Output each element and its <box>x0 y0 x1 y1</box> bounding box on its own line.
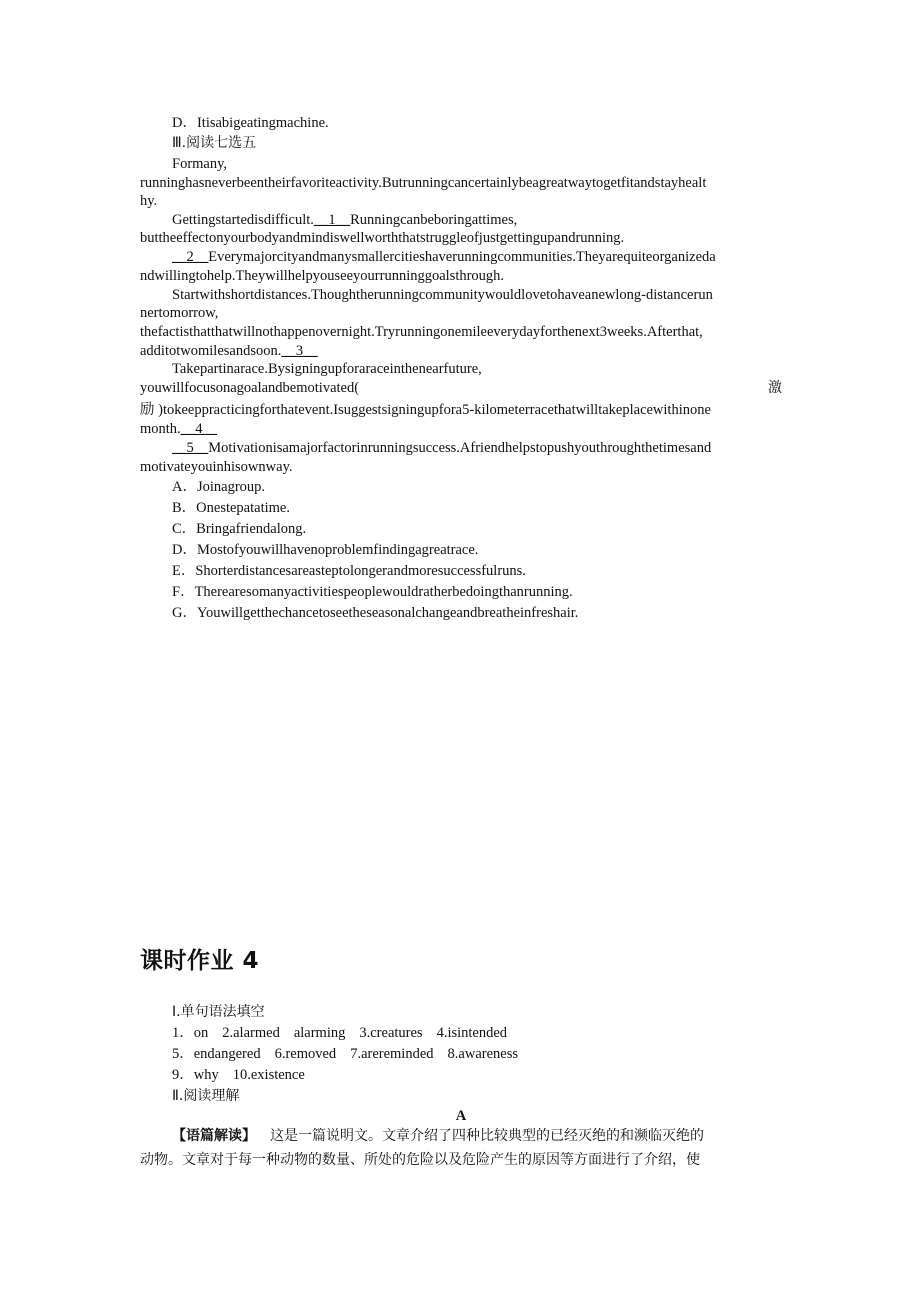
section-1-title: Ⅰ.单句语法填空 <box>172 1004 265 1020</box>
answers-row-3 <box>172 1066 782 1085</box>
paragraph-4-text: additotwomilesandsoon. <box>140 343 282 359</box>
answer-item: 5．endangered <box>172 1046 261 1062</box>
answers-row-2 <box>172 1045 782 1064</box>
answer-item: 7.arereminded <box>350 1046 434 1062</box>
option-c: C．Bringafriendalong. <box>172 521 307 537</box>
blank-4: __4__ <box>180 421 217 437</box>
answers-row-1 <box>172 1024 782 1043</box>
analysis-label: 【语篇解读】 <box>172 1128 256 1144</box>
paragraph-4-line-1: Startwithshortdistances.Thoughtherunningcommunitywouldlovetohaveanewlong-distancerun <box>172 287 713 303</box>
option-b: B．Onestepatatime. <box>172 500 290 516</box>
option-e: E．Shorterdistancesareasteptolongerandmoresuccessfulruns. <box>172 563 526 579</box>
blank-1: __1__ <box>313 212 351 228</box>
paragraph-2-text-a: Gettingstartedisdifficult. <box>172 212 314 228</box>
paragraph-3-line-2: ndwillingtohelp.Theywillhelpyouseeyourrunninggoalsthrough. <box>140 268 505 284</box>
paragraph-4-line-3: thefactisthatthatwillnothappenovernight.Tryrunningonemileeverydayforthenext3weeks.Afterthat, <box>140 324 703 340</box>
paragraph-3-text: Everymajorcityandmanysmallercitieshaverunningcommunities.Theyarequiteorganizeda <box>208 249 716 265</box>
analysis-line-1 <box>172 1127 782 1146</box>
answer-item: 9．why <box>172 1067 219 1083</box>
answer-item: 8.awareness <box>447 1046 518 1062</box>
blank-5: __5__ <box>172 440 209 456</box>
paragraph-5-line-1: Takepartinarace.Bysigningupforaraceinthenearfuture, <box>172 361 482 377</box>
paragraph-5-text-b: 激 <box>768 380 782 396</box>
answer-item: 10.existence <box>232 1067 305 1083</box>
section-2-title: Ⅱ.阅读理解 <box>172 1088 240 1104</box>
section-3-title: Ⅲ.阅读七选五 <box>172 135 257 151</box>
paragraph-4-line-2: nertomorrow, <box>140 305 219 321</box>
paragraph-2-line-2: buttheeffectonyourbodyandmindiswellworththatstruggleofjustgettingupandrunning. <box>140 230 625 246</box>
option-d-previous: D．Itisabigeatingmachine. <box>172 115 329 131</box>
paragraph-4-line-4 <box>140 342 782 361</box>
paragraph-6-text: Motivationisamajorfactorinrunningsuccess.Afriendhelpstopushyouthroughthetimesand <box>208 440 712 456</box>
paragraph-1-line-1: Formany, <box>172 156 228 172</box>
paragraph-5-line-3: 励 )tokeeppracticingforthatevent.Isuggestsigningupfora5-kilometerracethatwilltakeplacewithinone <box>140 402 711 418</box>
option-g: G．Youwillgetthechancetoseetheseasonalchangeandbreatheinfreshair. <box>172 605 579 621</box>
answer-item: alarming <box>293 1025 346 1041</box>
answer-item: 2.alarmed <box>222 1025 280 1041</box>
paragraph-1-line-3: hy. <box>140 193 158 209</box>
passage-label: A <box>455 1108 467 1124</box>
answer-item: 1．on <box>172 1025 209 1041</box>
option-d: D．Mostofyouwillhavenoproblemfindingagreatrace. <box>172 542 479 558</box>
page-title: 课时作业 4 <box>140 948 260 974</box>
analysis-text-1: 这是一篇说明文。文章介绍了四种比较典型的已经灭绝的和濒临灭绝的 <box>270 1128 704 1144</box>
answer-item: 4.isintended <box>436 1025 508 1041</box>
answer-item: 6.removed <box>274 1046 337 1062</box>
paragraph-5-line-4 <box>140 420 782 439</box>
paragraph-1-line-2: runninghasneverbeentheirfavoriteactivity.Butrunningcancertainlybeagreatwaytogetfitandstayhealt <box>140 175 707 191</box>
option-a: A．Joinagroup. <box>172 479 266 495</box>
paragraph-3-line-1 <box>172 248 782 267</box>
paragraph-6-line-1 <box>172 439 782 458</box>
analysis-line-2: 动物。文章对于每一种动物的数量、所处的危险以及危险产生的原因等方面进行了介绍，使 <box>140 1152 700 1168</box>
paragraph-5-text-a: youwillfocusonagoalandbemotivated( <box>140 380 360 396</box>
paragraph-2-line-1 <box>172 211 782 230</box>
blank-2: __2__ <box>172 249 209 265</box>
option-f: F．Therearesomanyactivitiespeoplewouldratherbedoingthanrunning. <box>172 584 573 600</box>
blank-3: __3__ <box>281 343 318 359</box>
paragraph-6-line-2: motivateyouinhisownway. <box>140 459 293 475</box>
answer-item: 3.creatures <box>359 1025 423 1041</box>
paragraph-2-text-b: Runningcanbeboringattimes, <box>350 212 518 228</box>
paragraph-5-text-c: month. <box>140 421 181 437</box>
paragraph-5-line-2 <box>140 379 782 398</box>
